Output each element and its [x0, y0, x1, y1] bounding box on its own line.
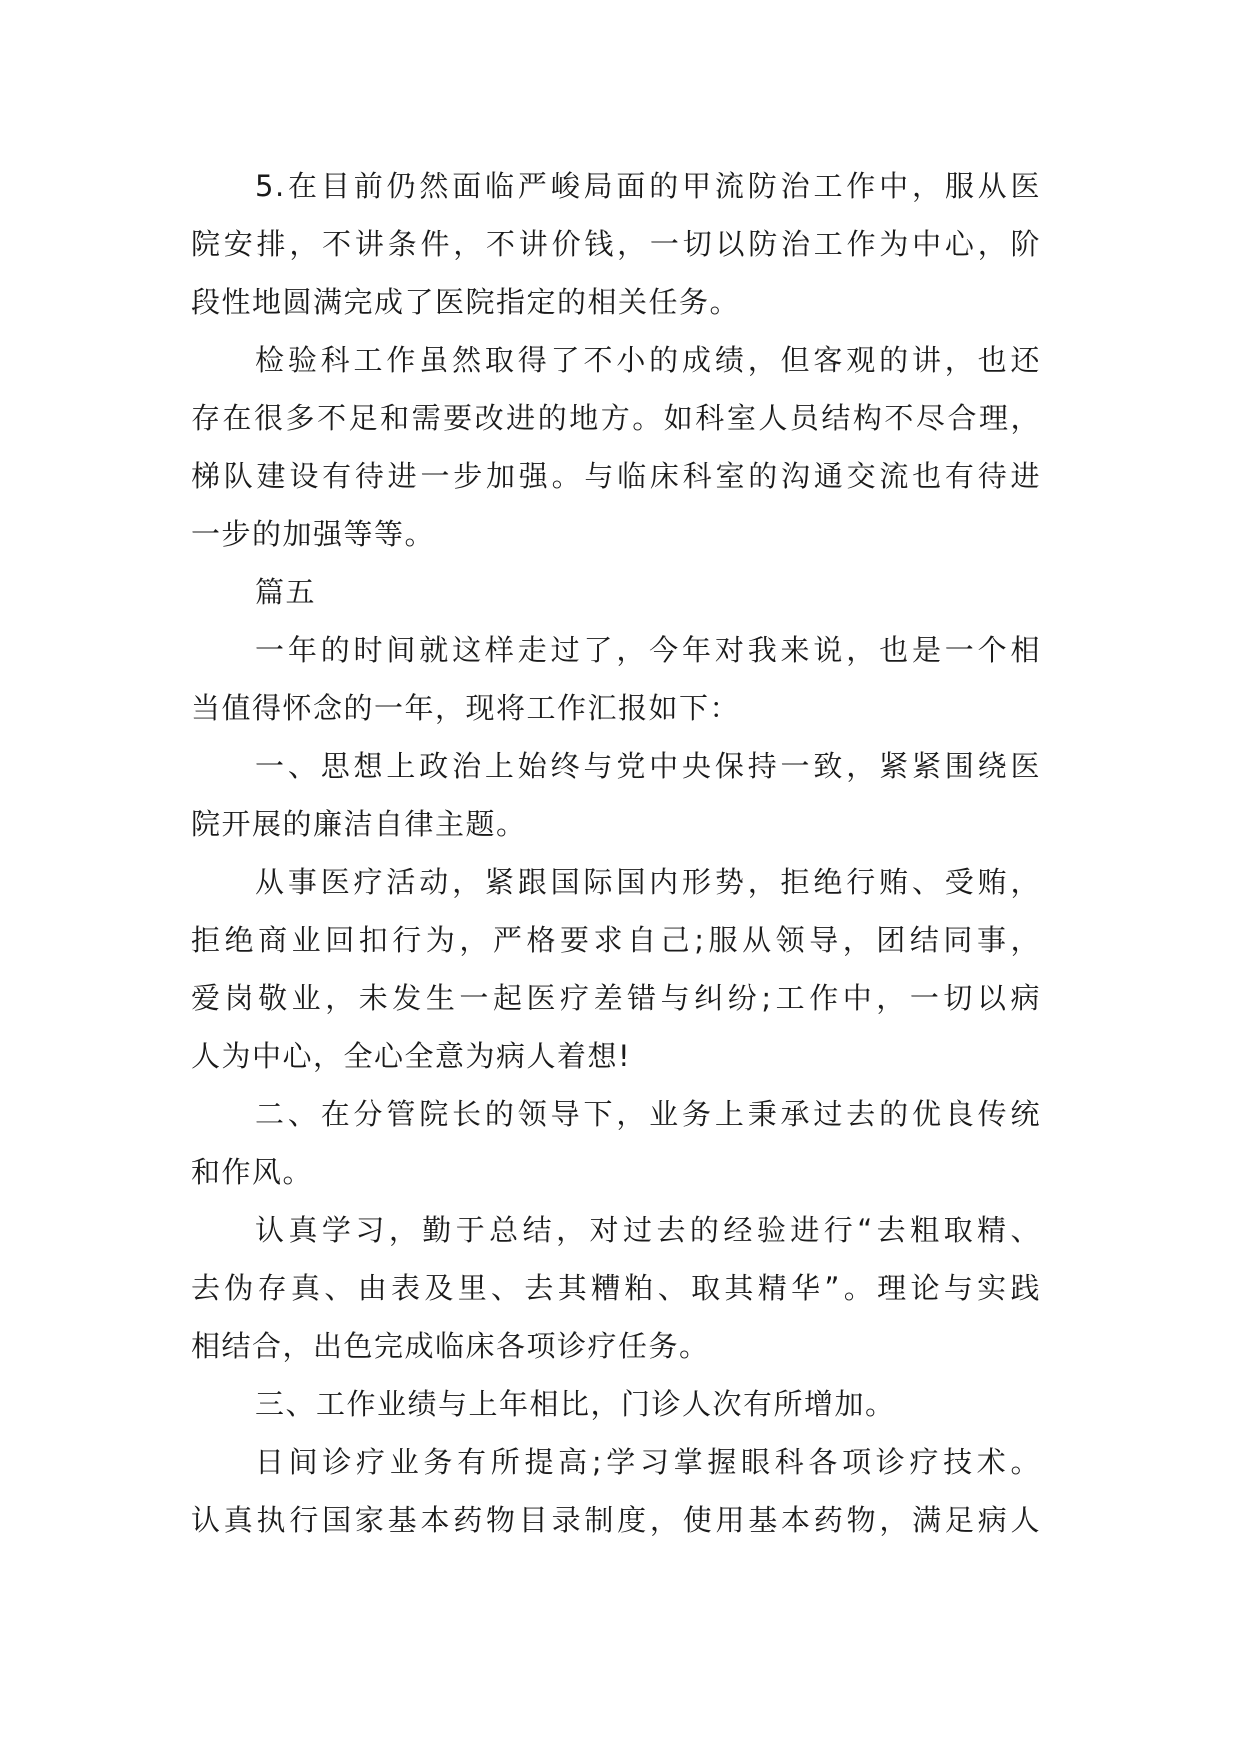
text-line: 一、思想上政治上始终与党中央保持一致，紧紧围绕医	[255, 749, 1041, 783]
text-line: 相结合，出色完成临床各项诊疗任务。	[191, 1329, 710, 1363]
text-line: 检验科工作虽然取得了不小的成绩，但客观的讲，也还	[255, 343, 1041, 377]
text-line: 和作风。	[191, 1155, 314, 1189]
text-line: 爱岗敬业，未发生一起医疗差错与纠纷;工作中，一切以病	[191, 981, 1041, 1015]
text-line: 院开展的廉洁自律主题。	[191, 807, 527, 841]
text-line: 存在很多不足和需要改进的地方。如科室人员结构不尽合理，	[191, 401, 1041, 435]
text-line: 5.在目前仍然面临严峻局面的甲流防治工作中，服从医	[255, 169, 1041, 203]
text-line: 日间诊疗业务有所提高;学习掌握眼科各项诊疗技术。	[255, 1445, 1041, 1479]
text-line: 一年的时间就这样走过了，今年对我来说，也是一个相	[255, 633, 1041, 667]
text-line: 当值得怀念的一年，现将工作汇报如下：	[191, 691, 741, 725]
text-line: 从事医疗活动，紧跟国际国内形势，拒绝行贿、受贿，	[255, 865, 1041, 899]
document-body	[191, 157, 1041, 1549]
text-line: 认真执行国家基本药物目录制度，使用基本药物，满足病人	[191, 1503, 1041, 1537]
text-line: 认真学习，勤于总结，对过去的经验进行“去粗取精、	[255, 1213, 1041, 1247]
text-line: 一步的加强等等。	[191, 517, 436, 551]
text-line: 梯队建设有待进一步加强。与临床科室的沟通交流也有待进	[191, 459, 1041, 493]
text-line: 拒绝商业回扣行为，严格要求自己;服从领导，团结同事，	[191, 923, 1041, 957]
text-line: 二、在分管院长的领导下，业务上秉承过去的优良传统	[255, 1097, 1041, 1131]
text-line: 篇五	[255, 575, 317, 609]
text-line: 去伪存真、由表及里、去其糟粕、取其精华”。理论与实践	[191, 1271, 1041, 1305]
text-line: 人为中心，全心全意为病人着想!	[191, 1039, 632, 1073]
text-line: 段性地圆满完成了医院指定的相关任务。	[191, 285, 741, 319]
text-line: 三、工作业绩与上年相比，门诊人次有所增加。	[255, 1387, 896, 1421]
text-line: 院安排，不讲条件，不讲价钱，一切以防治工作为中心，阶	[191, 227, 1041, 261]
